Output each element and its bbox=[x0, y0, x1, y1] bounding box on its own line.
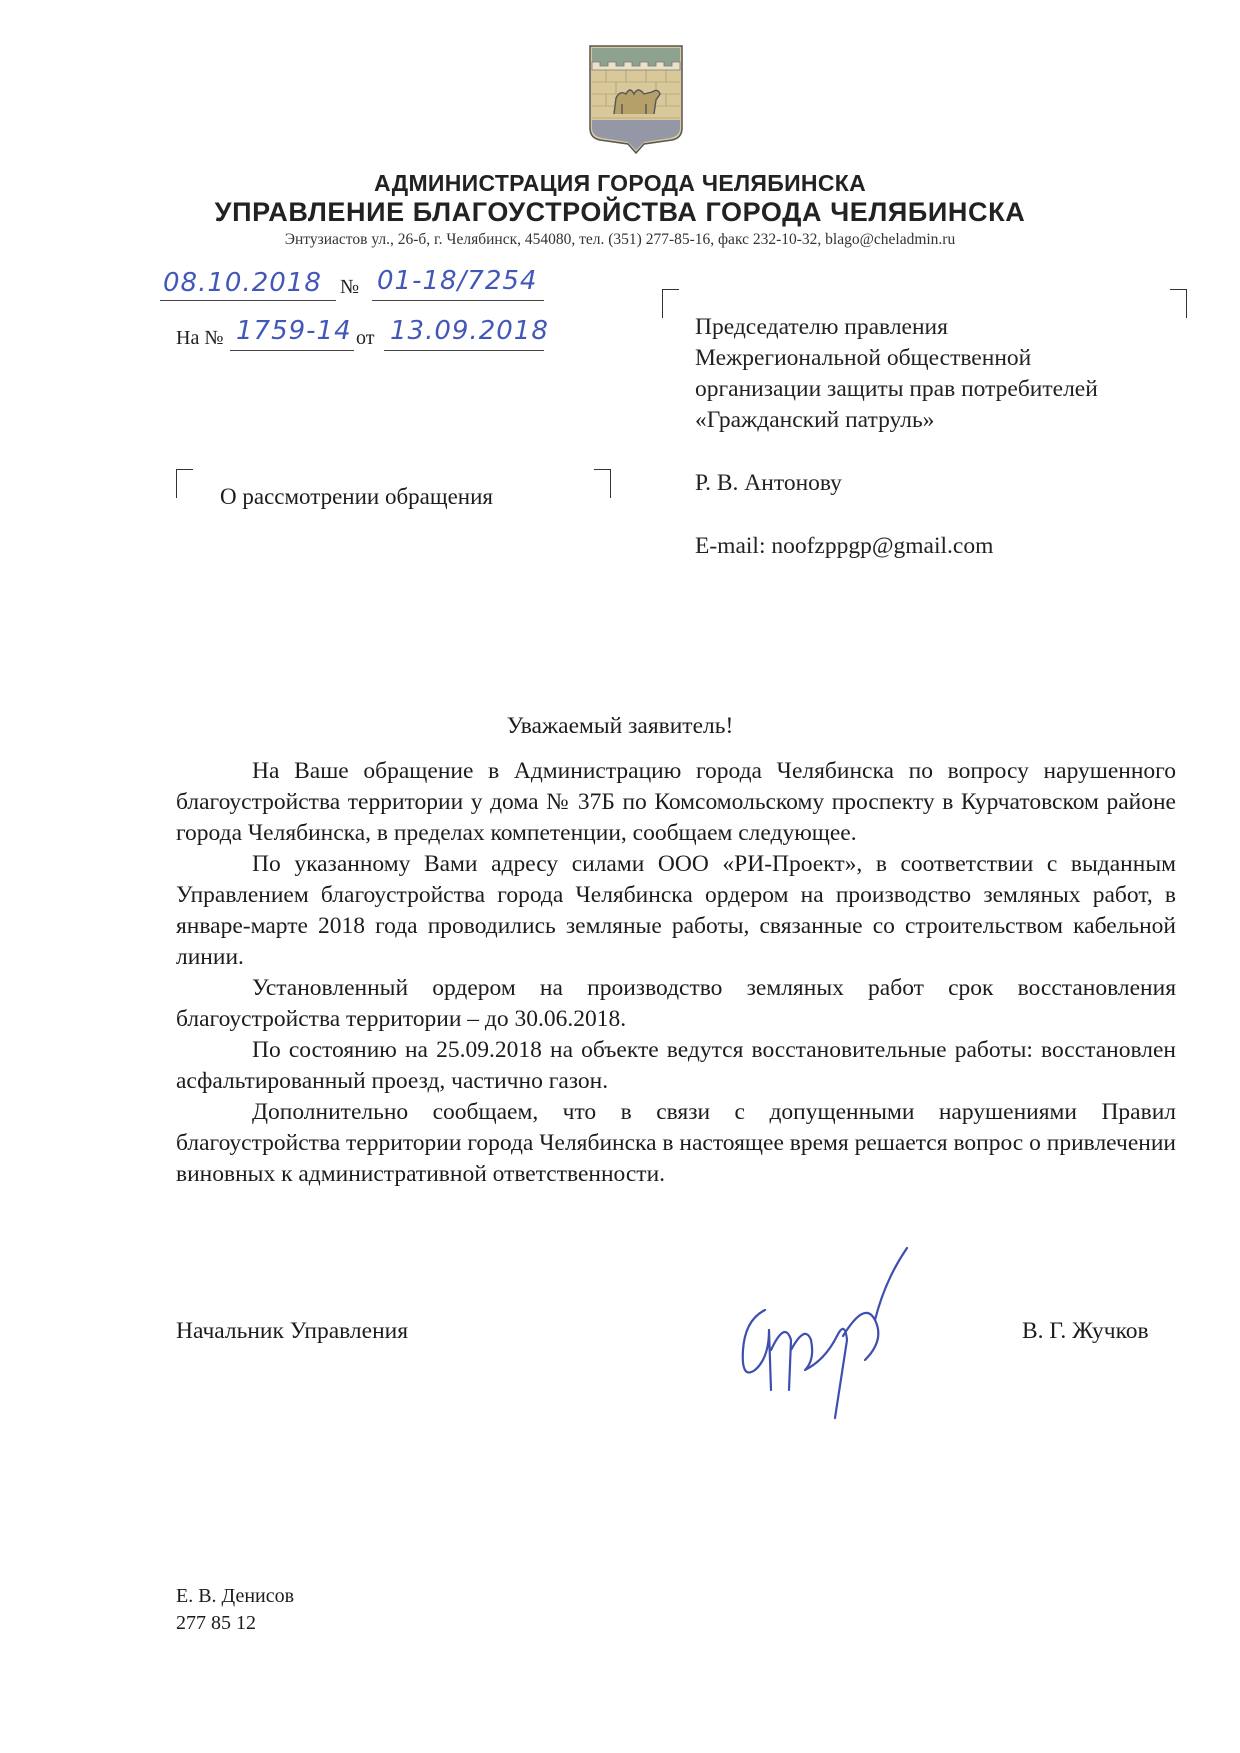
addressee-line: организации защиты прав потребителей bbox=[695, 376, 1098, 402]
addressee-corner-right bbox=[1170, 289, 1187, 318]
addressee-line: Председателю правления bbox=[695, 314, 948, 340]
subject-corner-left bbox=[176, 469, 193, 498]
outgoing-number: 01-18/7254 bbox=[377, 266, 538, 296]
addressee-line: Межрегиональной общественной bbox=[695, 345, 1032, 371]
signatory-name: В. Г. Жучков bbox=[1022, 1318, 1149, 1344]
executor-name: Е. В. Денисов bbox=[176, 1585, 295, 1607]
reply-label: На № bbox=[176, 327, 224, 349]
body-paragraph: По состоянию на 25.09.2018 на объекте ведутся восстановительные работы: восстановлен асфальтированный проезд, частично газон. bbox=[176, 1037, 1176, 1094]
addressee-line: «Гражданский патруль» bbox=[695, 407, 935, 433]
reply-date-underline bbox=[384, 350, 544, 351]
reply-number-underline bbox=[230, 350, 354, 351]
body-paragraph: На Ваше обращение в Администрацию города Челябинска по вопросу нарушенного благоустройства территории у дома № 37Б по Комсомольскому проспекту в Курчатовском районе города Челябинска, в пределах компетенции, сообщаем следующее. bbox=[176, 758, 1176, 846]
department-title: УПРАВЛЕНИЕ БЛАГОУСТРОЙСТВА ГОРОДА ЧЕЛЯБИНСКА bbox=[214, 197, 1026, 227]
contact-line: Энтузиастов ул., 26-б, г. Челябинск, 454080, тел. (351) 277-85-16, факс 232-10-32, blago@cheladmin.ru bbox=[284, 231, 956, 248]
body-paragraph: По указанному Вами адресу силами ООО «РИ-Проект», в соответствии с выданным Управлением благоустройства города Челябинска ордером на производство земляных работ, в январе-марте 2018 года проводились земляные работы, связанные со строительством кабельной линии. bbox=[176, 851, 1176, 970]
addressee-block bbox=[695, 312, 1098, 562]
executor-phone: 277 85 12 bbox=[176, 1612, 256, 1634]
body-paragraph: Дополнительно сообщаем, что в связи с допущенными нарушениями Правил благоустройства территории города Челябинска в настоящее время решается вопрос о привлечении виновных к административной ответственности. bbox=[176, 1099, 1176, 1187]
coat-of-arms-icon bbox=[586, 42, 686, 154]
subject-line: О рассмотрении обращения bbox=[220, 484, 493, 509]
addressee-name: Р. В. Антонову bbox=[695, 470, 842, 496]
letter-body bbox=[176, 756, 1176, 1190]
reply-number: 1759-14 bbox=[236, 316, 352, 346]
administration-title: АДМИНИСТРАЦИЯ ГОРОДА ЧЕЛЯБИНСКА bbox=[374, 170, 866, 196]
number-underline bbox=[372, 300, 544, 301]
signatory-role: Начальник Управления bbox=[176, 1318, 409, 1344]
subject-corner-right bbox=[594, 469, 611, 498]
number-label: № bbox=[340, 276, 360, 298]
addressee-corner-left bbox=[662, 289, 679, 318]
handwritten-signature-icon bbox=[725, 1240, 935, 1420]
body-paragraph: Установленный ордером на производство земляных работ срок восстановления благоустройства территории – до 30.06.2018. bbox=[176, 975, 1176, 1032]
from-label: от bbox=[356, 327, 375, 349]
greeting: Уважаемый заявитель! bbox=[506, 713, 734, 739]
date-underline bbox=[160, 300, 336, 301]
addressee-email: E-mail: noofzppgp@gmail.com bbox=[695, 533, 994, 559]
outgoing-date: 08.10.2018 bbox=[163, 268, 322, 298]
reply-date: 13.09.2018 bbox=[390, 316, 549, 346]
